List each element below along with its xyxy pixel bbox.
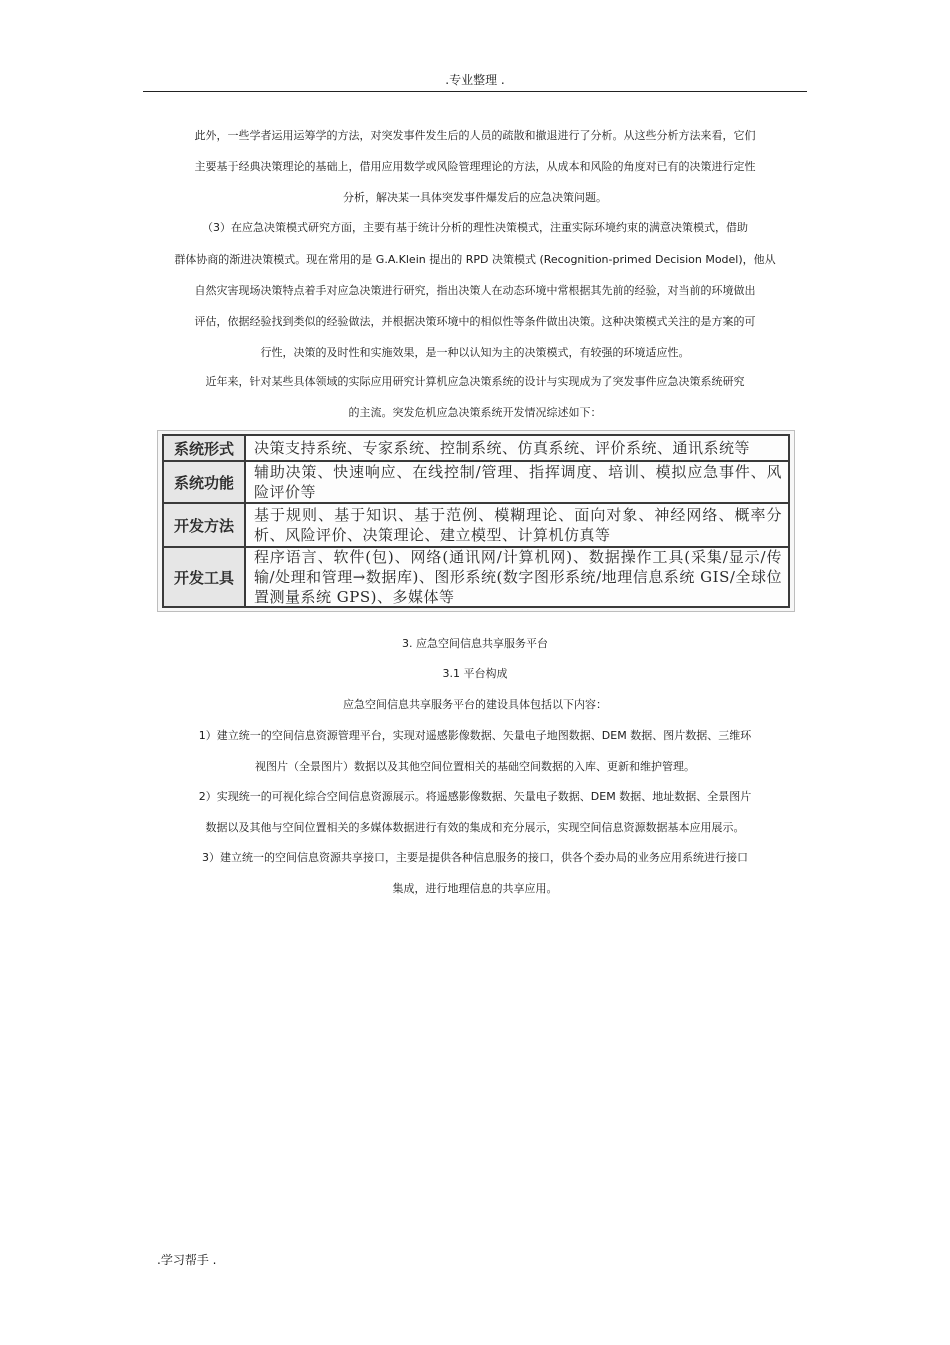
table-row-label: 开发方法 xyxy=(164,504,246,546)
body-line-2: 主要基于经典决策理论的基础上，借用应用数学或风险管理理论的方法，从成本和风险的角度对已有的决策进行定性 xyxy=(194,160,756,173)
body-line-3: 分析，解决某一具体突发事件爆发后的应急决策问题。 xyxy=(343,191,607,204)
page-footer: .学习帮手 . xyxy=(157,1253,217,1267)
section-line-5: 数据以及其他与空间位置相关的多媒体数据进行有效的集成和充分展示，实现空间信息资源数据基本应用展示。 xyxy=(205,821,745,834)
body-line-10: 的主流。突发危机应急决策系统开发情况综述如下： xyxy=(348,406,602,419)
body-line-8: 行性，决策的及时性和实施效果，是一种以认知为主的决策模式，有较强的环境适应性。 xyxy=(260,346,690,359)
body-line-9: 近年来，针对某些具体领域的实际应用研究计算机应急决策系统的设计与实现成为了突发事件应急决策系统研究 xyxy=(205,375,745,388)
table-row xyxy=(164,548,788,606)
section-line-7: 集成，进行地理信息的共享应用。 xyxy=(392,882,558,895)
table-row xyxy=(164,504,788,548)
table-row-label: 开发工具 xyxy=(164,548,246,606)
table-row-content: 程序语言、软件(包)、网络(通讯网/计算机网)、数据操作工具(采集/显示/传输/处理和管理→数据库)、图形系统(数字图形系统/地理信息系统 GIS/全球位置测量系统 GPS)、多媒体等 xyxy=(254,548,782,606)
body-line-7: 评估，依据经验找到类似的经验做法，并根据决策环境中的相似性等条件做出决策。这种决策模式关注的是方案的可 xyxy=(194,315,756,328)
body-line-5: 群体协商的渐进决策模式。现在常用的是 G.A.Klein 提出的 RPD 决策模式 (Recognition-primed Decision Model)，他从 xyxy=(174,253,776,266)
system-development-table xyxy=(157,430,795,612)
table-row xyxy=(164,436,788,462)
section-subheading: 3.1 平台构成 xyxy=(442,667,508,680)
section-line-3: 视图片（全景图片）数据以及其他空间位置相关的基础空间数据的入库、更新和维护管理。 xyxy=(255,760,695,773)
table-row xyxy=(164,462,788,504)
table-row-content: 辅助决策、快速响应、在线控制/管理、指挥调度、培训、模拟应急事件、风险评价等 xyxy=(254,463,782,501)
section-line-2: 1）建立统一的空间信息资源管理平台，实现对遥感影像数据、矢量电子地图数据、DEM 数据、图片数据、三维环 xyxy=(198,729,752,742)
section-line-6: 3）建立统一的空间信息资源共享接口，主要是提供各种信息服务的接口，供各个委办局的业务应用系统进行接口 xyxy=(202,851,748,864)
page-header: .专业整理 . xyxy=(445,73,505,87)
table-row-content: 决策支持系统、专家系统、控制系统、仿真系统、评价系统、通讯系统等 xyxy=(254,439,751,457)
table-frame xyxy=(162,434,790,608)
table-row-content: 基于规则、基于知识、基于范例、模糊理论、面向对象、神经网络、概率分析、风险评价、决策理论、建立模型、计算机仿真等 xyxy=(254,506,782,544)
table-row-label: 系统形式 xyxy=(164,436,246,460)
section-line-1: 应急空间信息共享服务平台的建设具体包括以下内容： xyxy=(343,698,607,711)
header-divider xyxy=(143,91,807,92)
table-row-label: 系统功能 xyxy=(164,462,246,502)
body-line-1: 此外，一些学者运用运筹学的方法，对突发事件发生后的人员的疏散和撤退进行了分析。从这些分析方法来看，它们 xyxy=(194,129,756,142)
body-line-6: 自然灾害现场决策特点着手对应急决策进行研究，指出决策人在动态环境中常根据其先前的经验，对当前的环境做出 xyxy=(194,284,756,297)
body-line-4: （3）在应急决策模式研究方面，主要有基于统计分析的理性决策模式，注重实际环境约束的满意决策模式，借助 xyxy=(202,221,748,234)
section-line-4: 2）实现统一的可视化综合空间信息资源展示。将遥感影像数据、矢量电子数据、DEM 数据、地址数据、全景图片 xyxy=(198,790,752,803)
section-heading: 3. 应急空间信息共享服务平台 xyxy=(402,637,548,650)
